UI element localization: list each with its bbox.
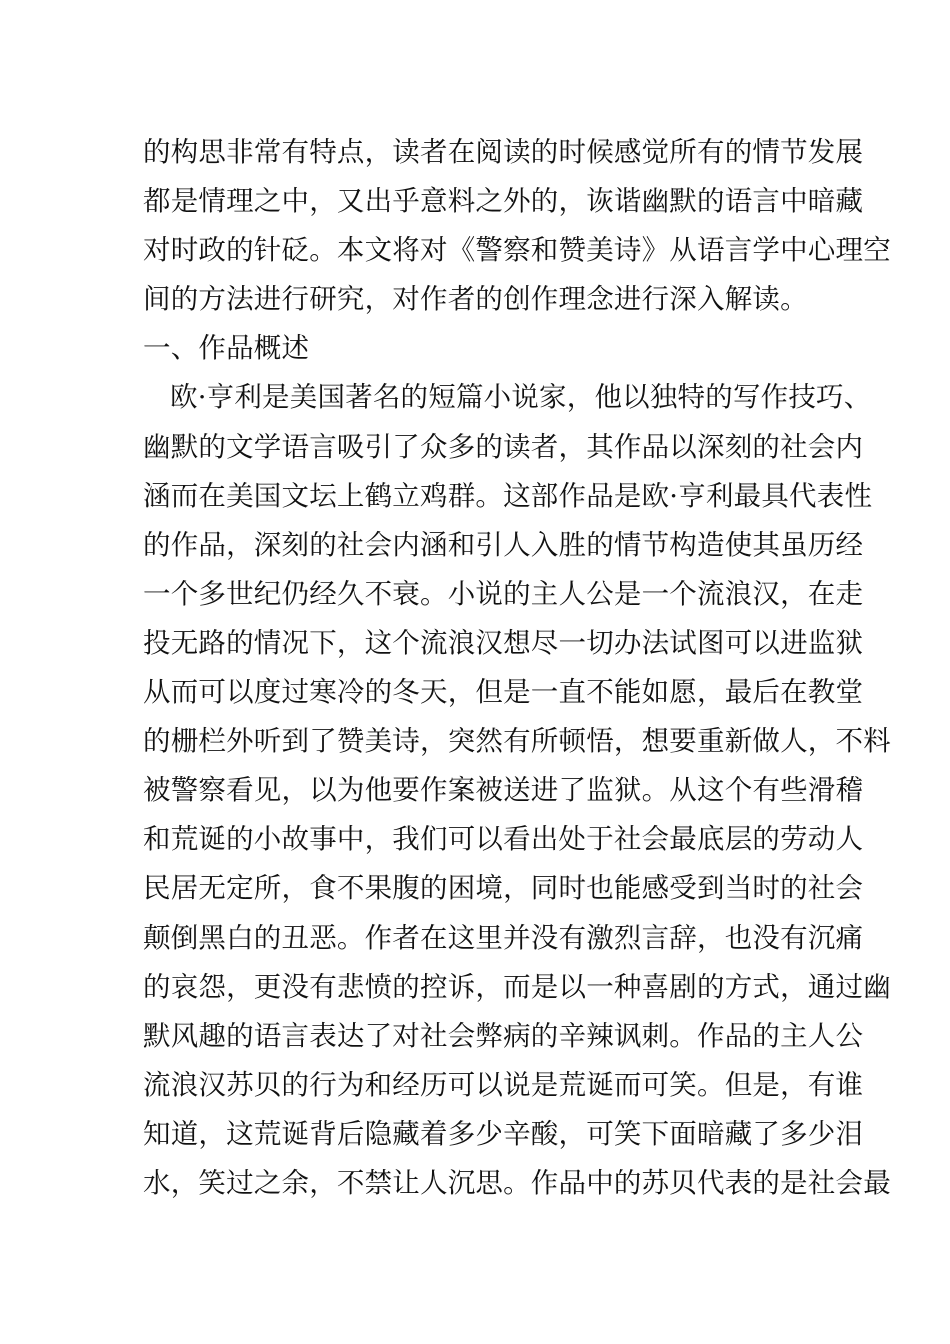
text-line: 民居无定所，食不果腹的困境，同时也能感受到当时的社会 bbox=[143, 872, 864, 905]
text-line: 的哀怨，更没有悲愤的控诉，而是以一种喜剧的方式，通过幽 bbox=[143, 970, 891, 1003]
text-line: 涵而在美国文坛上鹤立鸡群。这部作品是欧·亨利最具代表性 bbox=[143, 479, 873, 512]
text-line: 一个多世纪仍经久不衰。小说的主人公是一个流浪汉，在走 bbox=[143, 577, 864, 610]
text-line: 都是情理之中，又出乎意料之外的，诙谐幽默的语言中暗藏 bbox=[143, 185, 864, 218]
text-line: 欧·亨利是美国著名的短篇小说家，他以独特的写作技巧、 bbox=[170, 381, 872, 414]
text-line: 的作品，深刻的社会内涵和引人入胜的情节构造使其虽历经 bbox=[143, 528, 864, 561]
text-line: 知道，这荒诞背后隐藏着多少辛酸，可笑下面暗藏了多少泪 bbox=[143, 1117, 864, 1150]
text-line: 默风趣的语言表达了对社会弊病的辛辣讽刺。作品的主人公 bbox=[143, 1019, 864, 1052]
text-line: 水，笑过之余，不禁让人沉思。作品中的苏贝代表的是社会最 bbox=[143, 1166, 891, 1199]
section-heading: 一、作品概述 bbox=[143, 332, 310, 365]
text-line: 从而可以度过寒冷的冬天，但是一直不能如愿，最后在教堂 bbox=[143, 676, 864, 709]
body-text bbox=[143, 128, 891, 1208]
text-line: 投无路的情况下，这个流浪汉想尽一切办法试图可以进监狱 bbox=[143, 626, 864, 659]
text-line: 流浪汉苏贝的行为和经历可以说是荒诞而可笑。但是，有谁 bbox=[143, 1068, 864, 1101]
text-line: 对时政的针砭。本文将对《警察和赞美诗》从语言学中心理空 bbox=[143, 234, 891, 267]
text-line: 的构思非常有特点，读者在阅读的时候感觉所有的情节发展 bbox=[143, 136, 864, 168]
text-line: 被警察看见，以为他要作案被送进了监狱。从这个有些滑稽 bbox=[143, 774, 864, 807]
text-line: 和荒诞的小故事中，我们可以看出处于社会最底层的劳动人 bbox=[143, 823, 864, 856]
text-line: 颠倒黑白的丑恶。作者在这里并没有激烈言辞，也没有沉痛 bbox=[143, 921, 864, 954]
text-line: 幽默的文学语言吸引了众多的读者，其作品以深刻的社会内 bbox=[143, 430, 864, 463]
text-line: 的栅栏外听到了赞美诗，突然有所顿悟，想要重新做人，不料 bbox=[143, 725, 891, 758]
text-line: 间的方法进行研究，对作者的创作理念进行深入解读。 bbox=[143, 283, 808, 316]
